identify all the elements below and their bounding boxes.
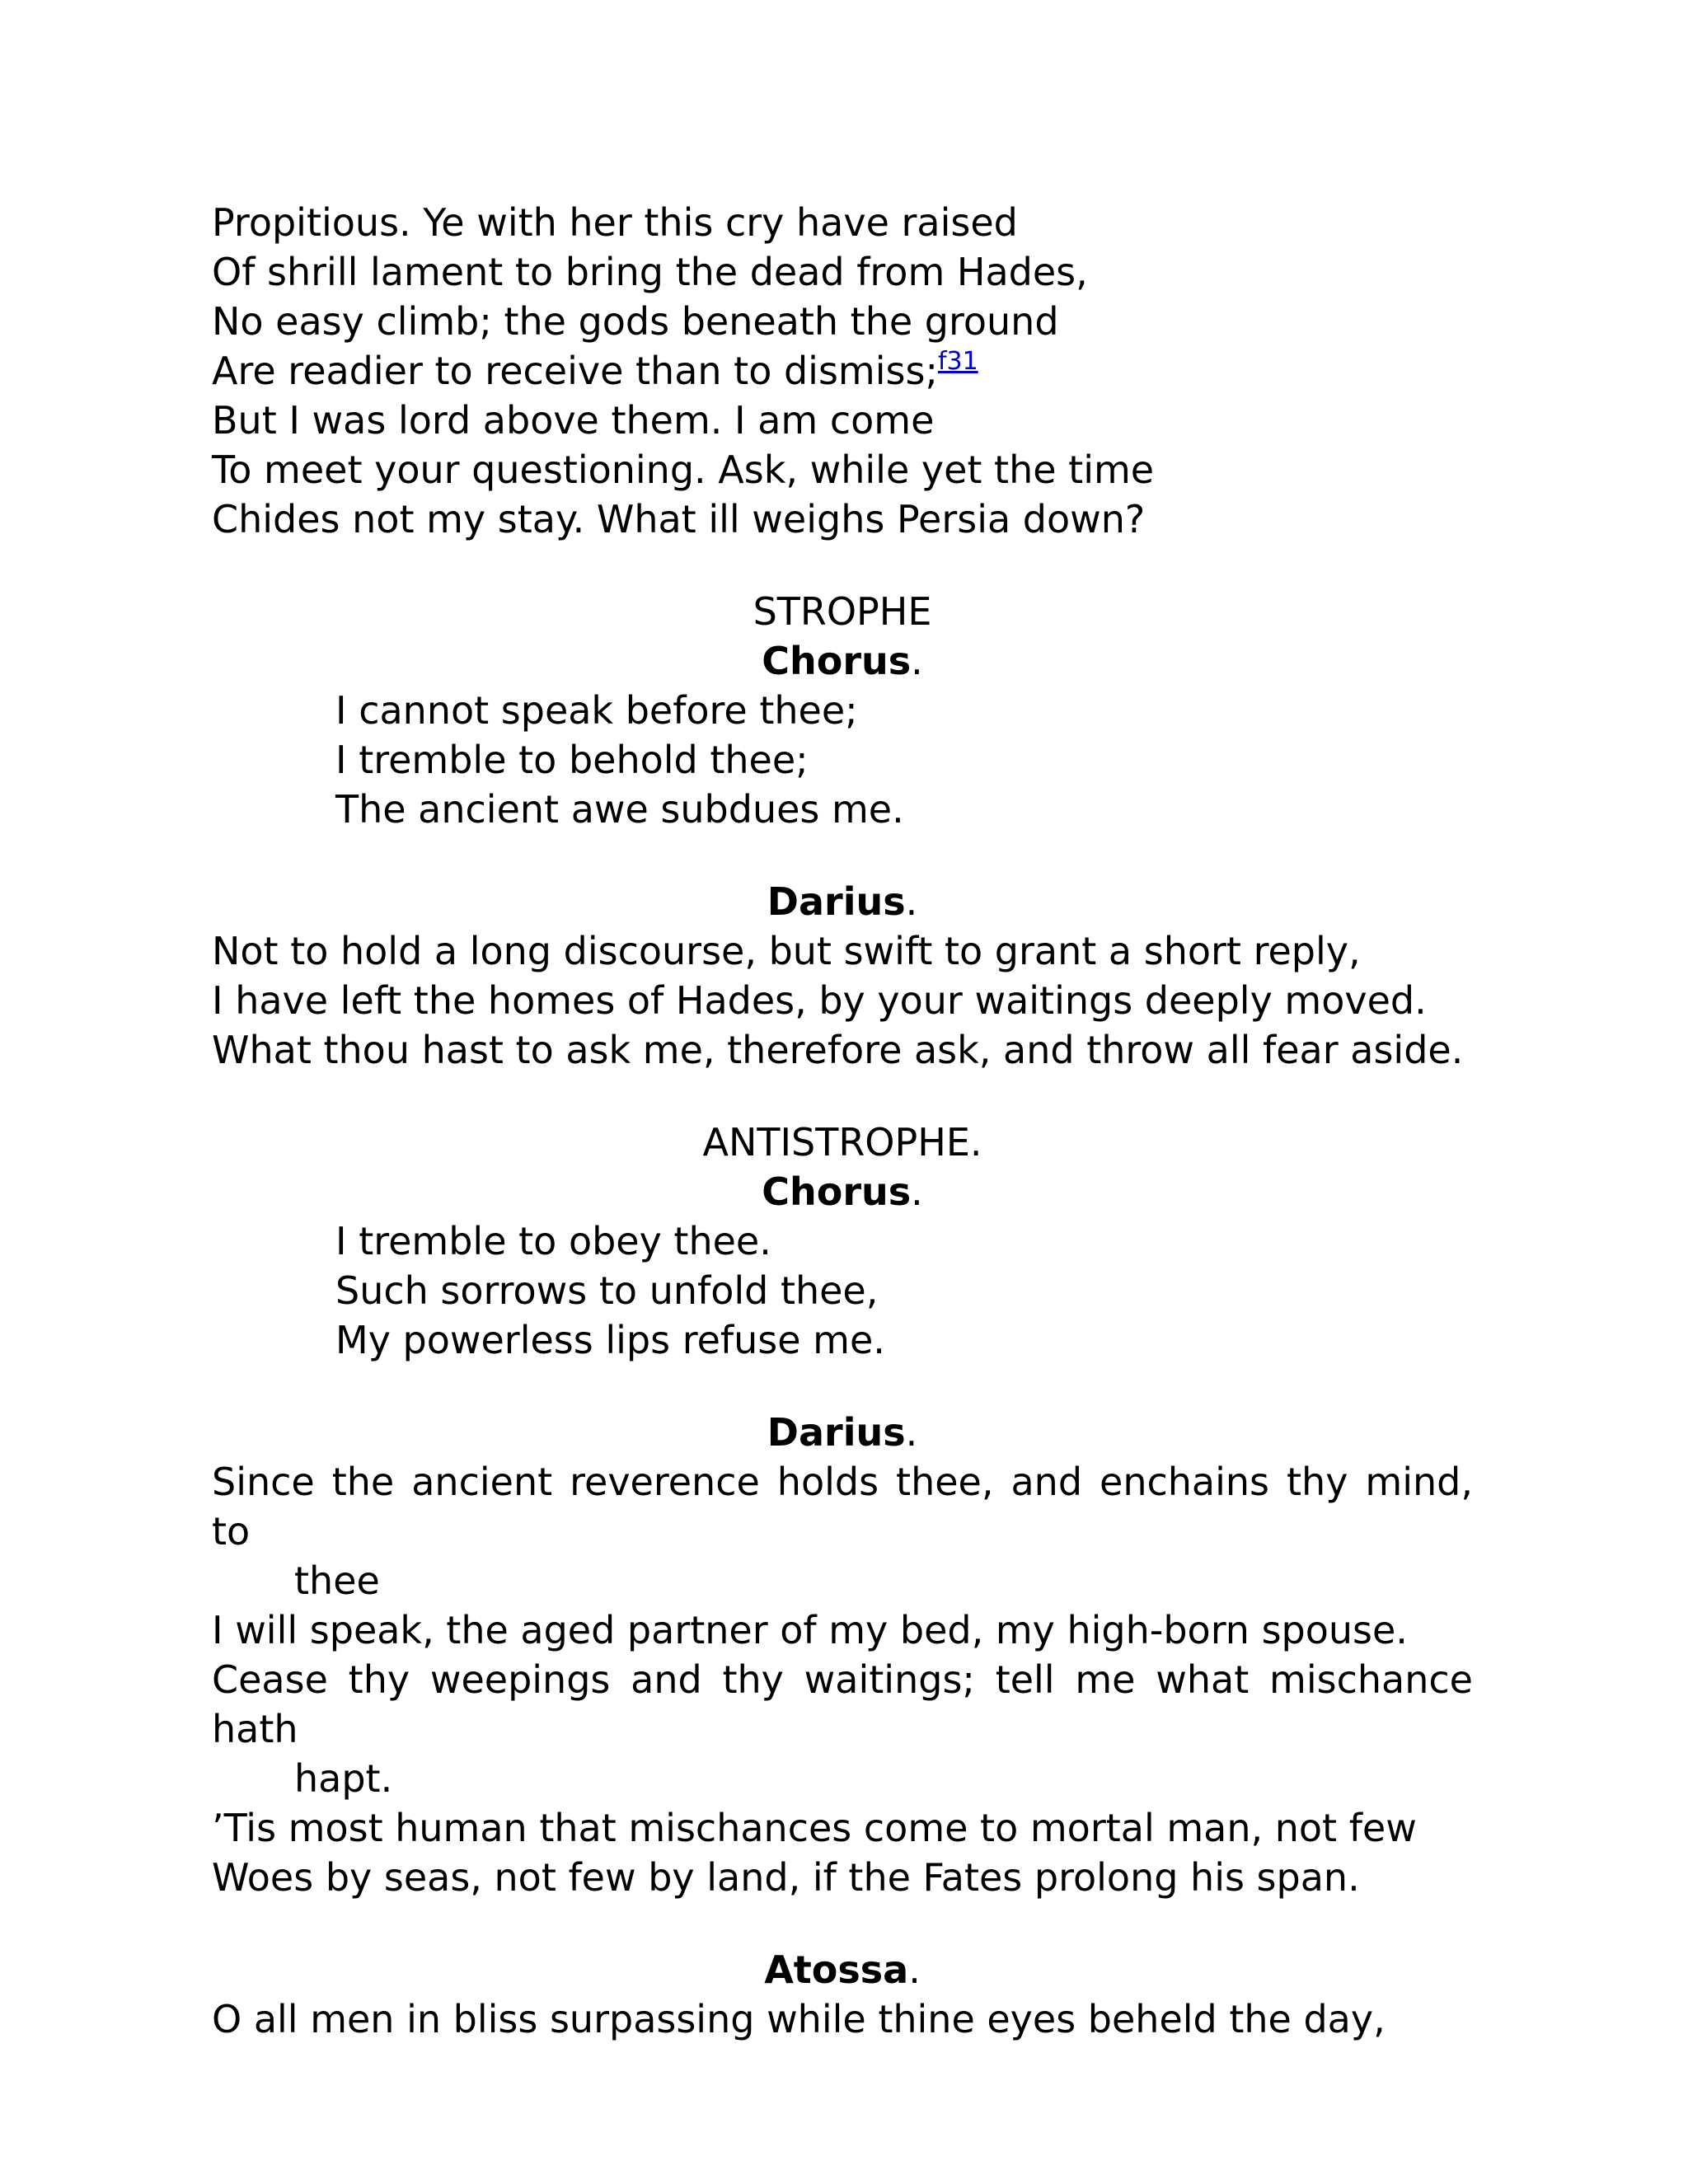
atossa-speech bbox=[212, 1945, 1473, 2044]
verse-line: ’Tis most human that mischances come to mortal man, not few bbox=[212, 1806, 1417, 1850]
verse-line: Propitious. Ye with her this cry have raised bbox=[212, 200, 1018, 245]
document-page bbox=[212, 198, 1473, 2044]
speaker-heading bbox=[212, 1408, 1473, 1457]
verse-line: Woes by seas, not few by land, if the Fates prolong his span. bbox=[212, 1855, 1360, 1900]
verse-line: No easy climb; the gods beneath the ground bbox=[212, 299, 1059, 344]
verse-line: I will speak, the aged partner of my bed, my high-born spouse. bbox=[212, 1608, 1408, 1652]
speaker-name: Chorus bbox=[762, 639, 912, 683]
speaker-period: . bbox=[911, 639, 923, 683]
verse-line: Chides not my stay. What ill weighs Persia down? bbox=[212, 497, 1146, 541]
verse-line: Since the ancient reverence holds thee, and enchains thy mind, to bbox=[212, 1460, 1473, 1554]
verse-line: What thou hast to ask me, therefore ask, and throw all fear aside. bbox=[212, 1028, 1464, 1072]
footnote-link[interactable]: f31 bbox=[937, 347, 978, 376]
speaker-period: . bbox=[905, 879, 918, 924]
verse-line: O all men in bliss surpassing while thine eyes beheld the day, bbox=[212, 1997, 1386, 2041]
speaker-heading bbox=[212, 636, 1473, 686]
verse-block-darius-opening bbox=[212, 198, 1473, 544]
strophe-section bbox=[212, 587, 1473, 834]
verse-line: Not to hold a long discourse, but swift to grant a short reply, bbox=[212, 929, 1361, 973]
chorus-line: I tremble to obey thee. bbox=[335, 1219, 771, 1263]
chorus-line: The ancient awe subdues me. bbox=[335, 787, 904, 832]
speaker-heading bbox=[212, 1167, 1473, 1216]
chorus-line: Such sorrows to unfold thee, bbox=[335, 1268, 879, 1313]
verse-line: Cease thy weepings and thy waitings; tell me what mischance hath bbox=[212, 1657, 1473, 1751]
chorus-line: I tremble to behold thee; bbox=[335, 738, 809, 782]
verse-line: To meet your questioning. Ask, while yet the time bbox=[212, 448, 1155, 492]
verse-line: But I was lord above them. I am come bbox=[212, 398, 935, 443]
speaker-name: Darius bbox=[767, 879, 906, 924]
verse-line: Of shrill lament to bring the dead from Hades, bbox=[212, 250, 1088, 294]
speaker-name: Chorus bbox=[762, 1169, 912, 1214]
speaker-period: . bbox=[905, 1410, 918, 1455]
speaker-name: Darius bbox=[767, 1410, 906, 1455]
darius-speech-2 bbox=[212, 1408, 1473, 1902]
speaker-heading bbox=[212, 877, 1473, 926]
chorus-line: My powerless lips refuse me. bbox=[335, 1318, 885, 1362]
verse-line-continuation: thee bbox=[294, 1558, 380, 1603]
speaker-heading bbox=[212, 1945, 1473, 1994]
verse-line-with-footnote bbox=[212, 346, 1473, 396]
verse-line: I have left the homes of Hades, by your waitings deeply moved. bbox=[212, 978, 1427, 1023]
chorus-line: I cannot speak before thee; bbox=[335, 688, 858, 733]
section-heading-strophe: STROPHE bbox=[753, 589, 932, 634]
speaker-period: . bbox=[908, 1947, 921, 1992]
antistrophe-section bbox=[212, 1118, 1473, 1365]
speaker-period: . bbox=[911, 1169, 923, 1214]
section-heading-antistrophe: ANTISTROPHE. bbox=[702, 1120, 982, 1165]
verse-line-continuation: hapt. bbox=[294, 1756, 393, 1801]
darius-speech-1 bbox=[212, 877, 1473, 1075]
verse-line-text: Are readier to receive than to dismiss; bbox=[212, 349, 938, 393]
speaker-name: Atossa bbox=[764, 1947, 909, 1992]
